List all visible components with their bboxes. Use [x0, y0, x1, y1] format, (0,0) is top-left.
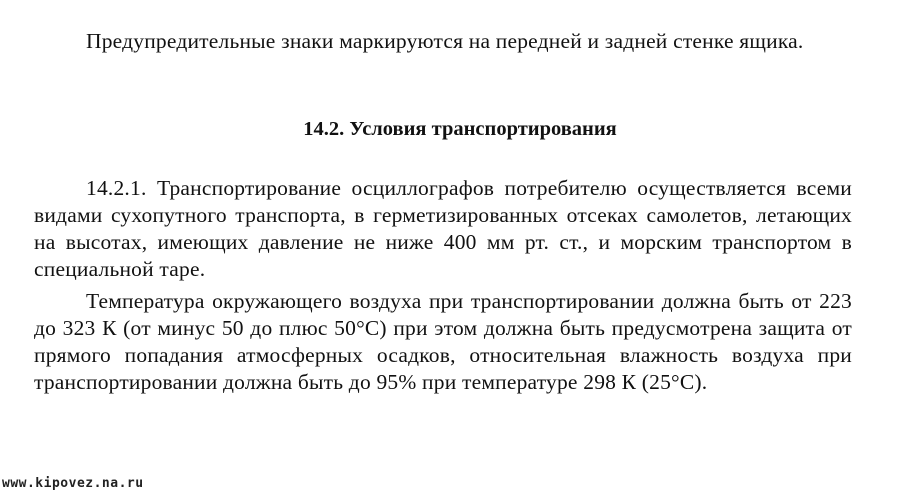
footer-url: www.kipovez.na.ru	[2, 476, 144, 491]
warning-signs-paragraph: Предупредительные знаки маркируются на передней и задней стенке ящика.	[86, 29, 804, 53]
temperature-paragraph: Температура окружающего воздуха при транспортировании должна быть от 223 до 323 К (от минус 50 до плюс 50°С) при этом должна быть предусмотрена защита от прямого попадания атмосферных осадков, относительная влажность воздуха при транспортировании должна быть до 95% при температуре 298 К (25°С).	[34, 289, 852, 394]
section-heading: 14.2. Условия транспортирования	[303, 118, 617, 140]
transport-paragraph: 14.2.1. Транспортирование осциллографов потребителю осуществляется всеми видами сухопутного транспорта, в герметизированных отсеках самолетов, летающих на высотах, имеющих давление не ниже 400 мм рт. ст., и морским транспортом в специальной таре.	[34, 176, 852, 281]
